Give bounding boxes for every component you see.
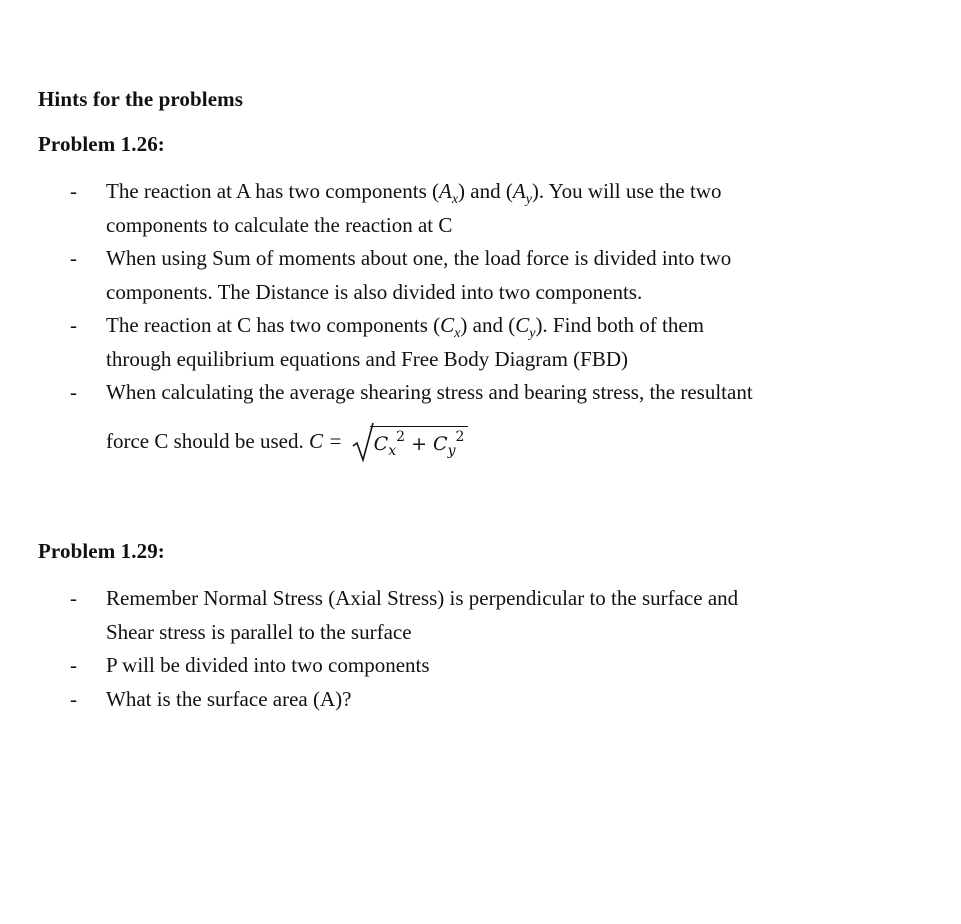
hint-line: components to calculate the reaction at C: [106, 212, 453, 237]
list-item: [0, 242, 961, 309]
hint-line: components. The Distance is also divided into two components.: [106, 279, 643, 304]
square-root-icon: [352, 422, 374, 462]
problem-1-26-heading: Problem 1.26:: [38, 132, 165, 156]
math-ay: $A_y$: [512, 179, 532, 207]
square-root-expression: [352, 426, 469, 459]
hint-line: Remember Normal Stress (Axial Stress) is perpendicular to the surface and: [106, 586, 739, 610]
bullet-dash: -: [70, 586, 77, 610]
hint-line: P will be divided into two components: [106, 653, 430, 677]
problem-1-26-hint-list: [0, 175, 961, 464]
list-item: [0, 376, 961, 464]
problem-1-29-heading: Problem 1.29:: [38, 539, 165, 563]
hint-line: What is the surface area (A)?: [106, 686, 352, 711]
list-item: [0, 309, 961, 376]
hint-text: ). You will use the two: [531, 179, 722, 203]
hint-line: When calculating the average shearing stress and bearing stress, the resultant: [106, 380, 753, 404]
bullet-dash: -: [70, 179, 77, 203]
list-item: [0, 175, 961, 242]
bullet-dash: -: [70, 246, 77, 270]
list-item: [0, 582, 961, 649]
math-cx: $C_x$: [440, 313, 461, 341]
hint-line: through equilibrium equations and Free Body Diagram (FBD): [106, 346, 628, 371]
hint-text: The reaction at A has two components (: [106, 179, 439, 203]
hint-line: [106, 309, 921, 343]
list-item: [0, 649, 961, 683]
bullet-dash: -: [70, 653, 77, 677]
math-cy: $C_y$: [515, 313, 536, 341]
list-item: [0, 683, 961, 717]
problem-1-29-hint-list: [0, 582, 961, 716]
bullet-dash: -: [70, 313, 77, 337]
hint-text: ) and (: [458, 179, 513, 203]
hint-text: ) and (: [460, 313, 516, 337]
math-ax: $A_x$: [439, 179, 459, 207]
hint-line: Shear stress is parallel to the surface: [106, 619, 412, 644]
hint-text: ). Find both of them: [535, 313, 705, 337]
hint-text: The reaction at C has two components (: [106, 313, 441, 337]
bullet-dash: -: [70, 380, 77, 404]
hint-line: When using Sum of moments about one, the load force is divided into two: [106, 246, 732, 270]
formula-lhs: C =: [308, 428, 343, 453]
radicand: $C_x^2 + C_y^2$: [370, 426, 469, 459]
document-title: Hints for the problems: [38, 87, 244, 111]
hint-line: [106, 175, 921, 209]
formula-line: [106, 418, 921, 464]
bullet-dash: -: [70, 686, 77, 711]
hint-text: force C should be used.: [106, 428, 304, 453]
